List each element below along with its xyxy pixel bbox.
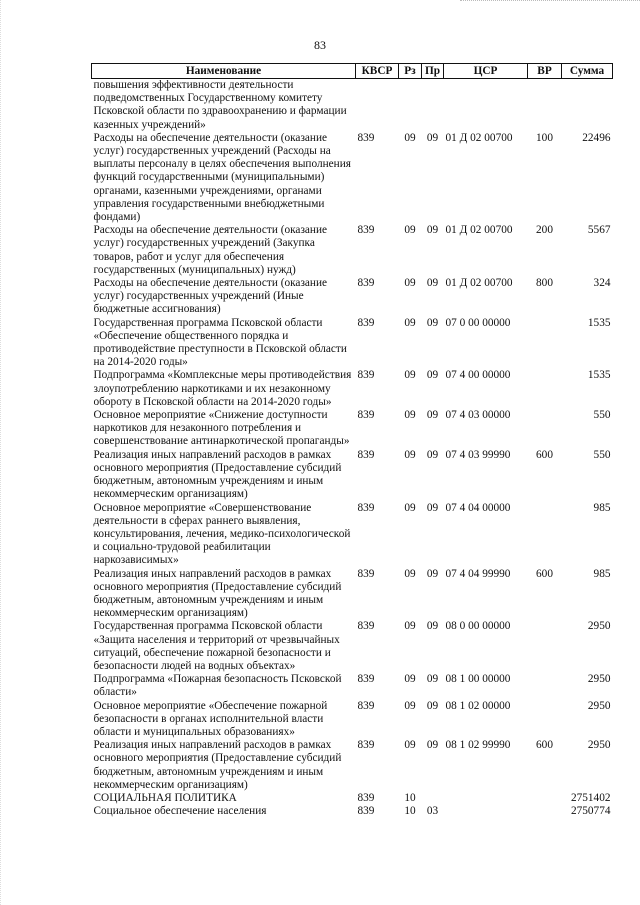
row-sum: 2950: [587, 699, 611, 712]
row-csr: 01 Д 02 00700: [445, 131, 513, 144]
row-vr: [528, 620, 562, 673]
row-kvsr: 839: [357, 277, 375, 290]
row-sum: 2751402: [570, 791, 611, 804]
row-sum: 550: [593, 448, 611, 461]
row-csr: 07 4 04 99990: [445, 567, 511, 580]
row-name: Основное мероприятие «Совершенствование деятельности в сферах раннего выявления, консультирования, лечения, медико-психологической и социально-трудовой реабилитации наркозависимых»: [93, 501, 351, 567]
row-kvsr: 839: [357, 620, 375, 633]
row-name: повышения эффективности деятельности подведомственных Государственному комитету Псковской области по здравоохранению и фармации казенных учреждений»: [93, 79, 347, 131]
row-kvsr: 839: [357, 699, 375, 712]
row-pr: 03: [426, 805, 439, 818]
table-row: [92, 224, 613, 277]
table-row: [92, 502, 613, 568]
row-pr: 09: [426, 277, 439, 290]
row-pr: 09: [426, 567, 439, 580]
row-kvsr: 839: [357, 567, 375, 580]
row-csr: 07 4 04 00000: [445, 501, 511, 514]
budget-table: [91, 63, 613, 818]
row-csr: 01 Д 02 00700: [445, 224, 513, 237]
row-kvsr: 839: [357, 131, 375, 144]
row-name: Социальное обеспечение населения: [93, 805, 267, 818]
row-rz: 09: [404, 620, 416, 633]
row-vr: [528, 792, 562, 805]
row-csr: 08 1 02 00000: [445, 699, 511, 712]
row-pr: 09: [426, 620, 439, 633]
page-number: 83: [314, 38, 326, 52]
row-name: Расходы на обеспечение деятельности (оказание услуг) государственных учреждений (Расходы на выплаты персоналу в целях обеспечения выполнения функций государственными (муниципальными) органами, казенными учреждениями, органами управления государственными внебюджетными фондами): [93, 131, 351, 224]
row-name: Реализация иных направлений расходов в рамках основного мероприятия (Предоставление субсидий бюджетным, автономным учреждениям и иным некоммерческим организациям): [93, 448, 342, 501]
row-sum: 1535: [587, 369, 611, 382]
row-pr: [422, 79, 444, 132]
header-vr: ВР: [528, 64, 562, 79]
row-pr: 09: [426, 699, 439, 712]
row-rz: 09: [404, 409, 416, 422]
table-row: [92, 132, 613, 224]
row-vr: 600: [536, 739, 553, 752]
header-name: Наименование: [92, 64, 356, 79]
row-pr: 09: [426, 673, 439, 686]
row-rz: 09: [404, 739, 416, 752]
row-rz: [399, 79, 422, 132]
row-csr: [444, 805, 528, 818]
row-pr: 09: [426, 409, 439, 422]
row-name: Подпрограмма «Комплексные меры противодействия злоупотреблению наркотиками и их незаконному обороту в Псковской области на 2014-2020 годы»: [93, 369, 352, 408]
table-row: [92, 79, 613, 132]
row-csr: [444, 792, 528, 805]
row-vr: [528, 409, 562, 449]
row-sum: 550: [593, 409, 611, 422]
row-rz: 10: [404, 791, 416, 804]
row-pr: 09: [426, 316, 439, 329]
row-sum: 985: [593, 501, 611, 514]
table-row: [92, 277, 613, 317]
row-kvsr: 839: [357, 369, 375, 382]
row-rz: 09: [404, 131, 416, 144]
header-sum: Сумма: [562, 64, 613, 79]
row-pr: 09: [426, 369, 439, 382]
row-sum: [562, 79, 613, 132]
row-sum: 22496: [582, 131, 611, 144]
row-rz: 09: [404, 316, 416, 329]
row-csr: 08 0 00 00000: [445, 620, 511, 633]
row-rz: 09: [404, 501, 416, 514]
row-csr: 07 4 00 00000: [445, 369, 511, 382]
row-kvsr: 839: [357, 316, 375, 329]
row-rz: 09: [404, 277, 416, 290]
table-row: [92, 673, 613, 699]
row-rz: 09: [404, 448, 416, 461]
row-vr: 600: [536, 567, 553, 580]
row-pr: 09: [426, 448, 439, 461]
row-rz: 09: [404, 567, 416, 580]
row-csr: 07 4 03 00000: [445, 409, 511, 422]
row-name: Реализация иных направлений расходов в рамках основного мероприятия (Предоставление субсидий бюджетным, автономным учреждениям и иным некоммерческим организациям): [93, 739, 342, 791]
table-header-row: [92, 64, 613, 79]
row-rz: 09: [404, 673, 416, 686]
row-sum: 2950: [587, 673, 611, 686]
row-kvsr: 839: [357, 673, 375, 686]
row-vr: [528, 502, 562, 568]
row-name: Основное мероприятие «Снижение доступности наркотиков для незаконного потребления и совершенствование антинаркотической пропаганды»: [93, 409, 350, 448]
row-kvsr: 839: [357, 224, 375, 237]
row-vr: [528, 805, 562, 818]
row-rz: 09: [404, 369, 416, 382]
table-row: [92, 805, 613, 818]
row-csr: 01 Д 02 00700: [445, 277, 513, 290]
row-csr: 08 1 02 99990: [445, 739, 511, 752]
header-pr: Пр: [422, 64, 444, 79]
row-name: Подпрограмма «Пожарная безопасность Псковской области»: [93, 673, 342, 699]
row-rz: 09: [404, 699, 416, 712]
header-rz: Рз: [399, 64, 422, 79]
row-kvsr: 839: [357, 501, 375, 514]
row-kvsr: 839: [357, 791, 375, 804]
row-vr: 800: [536, 277, 553, 290]
row-rz: 10: [404, 805, 416, 818]
row-vr: 600: [536, 448, 553, 461]
row-sum: 2950: [587, 739, 611, 752]
table-row: [92, 620, 613, 673]
row-pr: 09: [426, 501, 439, 514]
row-name: СОЦИАЛЬНАЯ ПОЛИТИКА: [93, 791, 237, 804]
row-sum: 5567: [587, 224, 611, 237]
table-row: [92, 369, 613, 409]
row-name: Реализация иных направлений расходов в рамках основного мероприятия (Предоставление субсидий бюджетным, автономным учреждениям и иным некоммерческим организациям): [93, 567, 342, 620]
table-row: [92, 317, 613, 370]
table-row: [92, 739, 613, 792]
row-pr: 09: [426, 131, 439, 144]
row-csr: 07 0 00 00000: [445, 316, 511, 329]
row-vr: [528, 673, 562, 699]
row-vr: [528, 79, 562, 132]
row-kvsr: 839: [357, 805, 375, 818]
scan-left-edge: [0, 0, 3, 905]
row-kvsr: 839: [357, 448, 375, 461]
row-rz: 09: [404, 224, 416, 237]
row-kvsr: 839: [357, 409, 375, 422]
row-name: Основное мероприятие «Обеспечение пожарной безопасности в органах исполнительной власти области и муниципальных образованиях»: [93, 699, 328, 738]
table-row: [92, 568, 613, 621]
row-sum: 2750774: [570, 805, 611, 818]
row-name: Государственная программа Псковской области «Обеспечение общественного порядка и противодействие преступности в Псковской области на 2014-2020 годы»: [93, 316, 347, 369]
table-row: [92, 449, 613, 502]
row-vr: [528, 317, 562, 370]
row-sum: 2950: [587, 620, 611, 633]
row-name: Расходы на обеспечение деятельности (оказание услуг) государственных учреждений (Закупка товаров, работ и услуг для обеспечения государственных (муниципальных) нужд): [93, 224, 328, 276]
row-name: Расходы на обеспечение деятельности (оказание услуг) государственных учреждений (Иные бюджетные ассигнования): [93, 277, 328, 316]
row-csr: 08 1 00 00000: [445, 673, 511, 686]
header-csr: ЦСР: [444, 64, 528, 79]
row-vr: [528, 369, 562, 409]
row-kvsr: [356, 79, 399, 132]
row-csr: [444, 79, 528, 132]
header-kvsr: КВСР: [356, 64, 399, 79]
row-sum: 324: [593, 277, 611, 290]
row-vr: 200: [536, 224, 553, 237]
table-row: [92, 700, 613, 740]
row-vr: [528, 700, 562, 740]
row-pr: [422, 792, 444, 805]
scan-top-edge: [460, 0, 640, 4]
row-sum: 985: [593, 567, 611, 580]
row-pr: 09: [426, 739, 439, 752]
table-row: [92, 792, 613, 805]
row-sum: 1535: [587, 316, 611, 329]
row-pr: 09: [426, 224, 439, 237]
table-row: [92, 409, 613, 449]
row-vr: 100: [536, 131, 553, 144]
row-name: Государственная программа Псковской области «Защита населения и территорий от чрезвычайных ситуаций, обеспечение пожарной безопасности и безопасности людей на водных объектах»: [93, 620, 340, 672]
row-kvsr: 839: [357, 739, 375, 752]
row-csr: 07 4 03 99990: [445, 448, 511, 461]
